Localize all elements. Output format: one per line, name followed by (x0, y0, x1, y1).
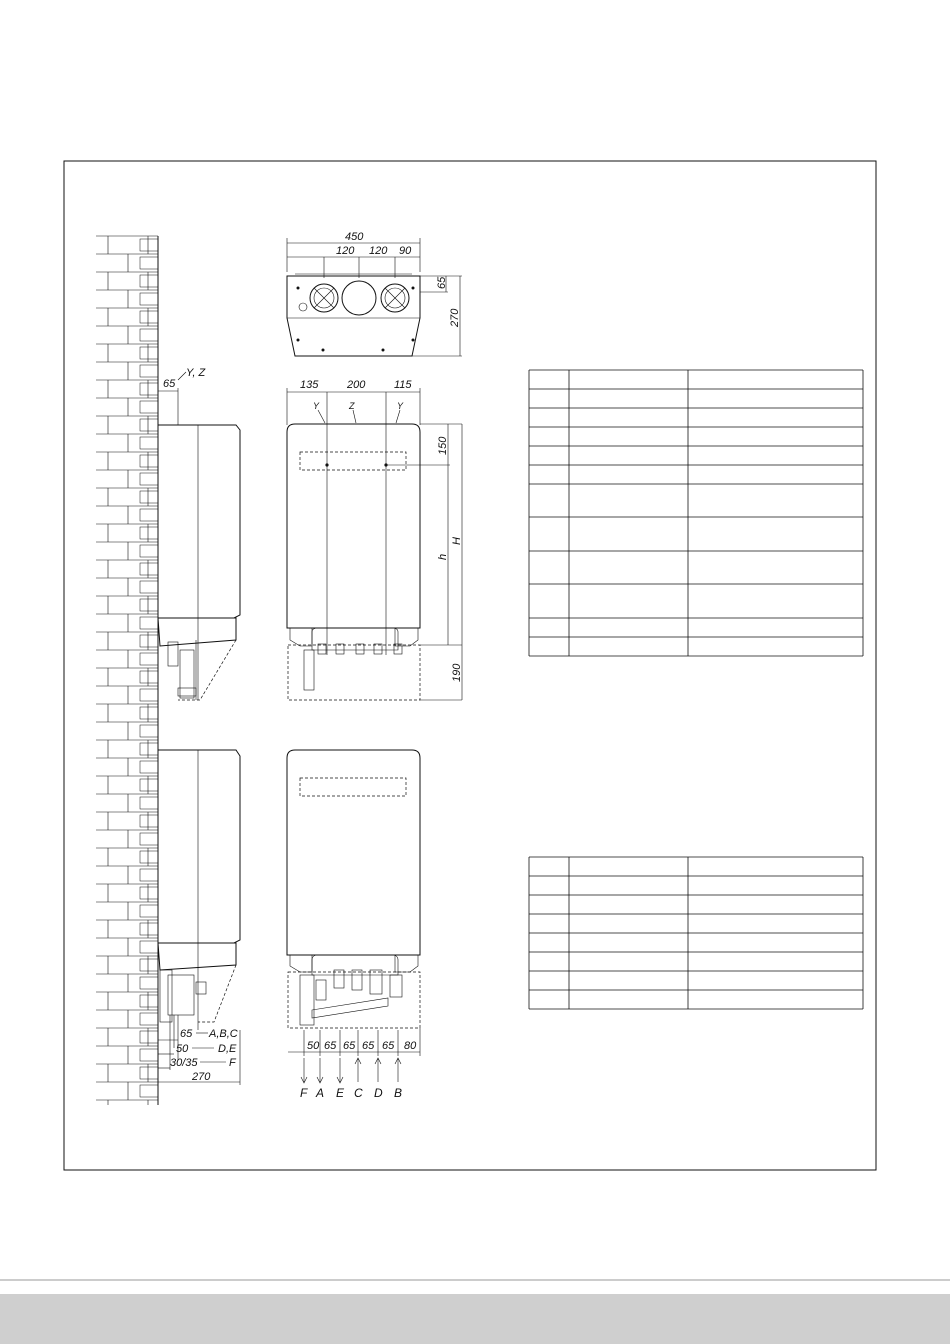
boiler-front-outline (287, 424, 420, 628)
dim-65-side: 65 (163, 378, 176, 390)
flue-center-icon (342, 281, 376, 315)
front-view-upper (287, 379, 463, 700)
conn-spacing: 65 (362, 1040, 375, 1052)
connection-label: C (354, 1086, 363, 1100)
connection-label: B (394, 1086, 403, 1100)
drawing-frame (64, 161, 876, 1170)
label-y-right: Y (397, 401, 404, 411)
side-view-upper (158, 367, 240, 700)
dim-65-lower: 65 (180, 1028, 193, 1040)
conn-spacing: 50 (307, 1040, 320, 1052)
connection-label: F (300, 1086, 308, 1100)
connection-label: D (374, 1086, 383, 1100)
conn-spacing: 65 (324, 1040, 337, 1052)
dim-190: 190 (451, 663, 463, 682)
dim-115: 115 (394, 379, 412, 391)
brick-wall (96, 236, 158, 1105)
gauge-icon (299, 303, 307, 311)
dim-120-b: 120 (369, 245, 388, 257)
label-de: D,E (218, 1043, 237, 1055)
label-y-left: Y (313, 401, 320, 411)
label-f: F (229, 1057, 236, 1069)
dim-65-top: 65 (436, 276, 448, 289)
connection-label: E (336, 1086, 345, 1100)
dim-135: 135 (300, 379, 319, 391)
boiler-top-outline (287, 276, 420, 356)
data-table-1 (529, 370, 863, 656)
dim-50-lower: 50 (176, 1043, 189, 1055)
side-view-lower (158, 750, 240, 1085)
dim-H: H (451, 537, 463, 545)
conn-spacing: 65 (343, 1040, 356, 1052)
label-z: Z (349, 401, 355, 411)
dim-450: 450 (345, 231, 364, 243)
front-view-lower (287, 750, 420, 1056)
label-abc: A,B,C (209, 1028, 238, 1040)
connection-label: A (316, 1086, 325, 1100)
conn-spacing: 65 (382, 1040, 395, 1052)
dim-90: 90 (399, 245, 412, 257)
dim-270-lower: 270 (192, 1071, 211, 1083)
data-table-2 (529, 857, 863, 1009)
label-yz: Y, Z (186, 367, 206, 379)
conn-spacing: 80 (404, 1040, 417, 1052)
dim-150: 150 (437, 436, 449, 455)
dim-200: 200 (347, 379, 366, 391)
dim-h: h (437, 553, 449, 560)
dim-270-top: 270 (449, 308, 461, 327)
footer-band (0, 1294, 950, 1344)
top-view (287, 231, 462, 356)
dim-120-a: 120 (336, 245, 355, 257)
dim-30-35: 30/35 (170, 1057, 198, 1069)
connection-dimensions (300, 1030, 417, 1100)
